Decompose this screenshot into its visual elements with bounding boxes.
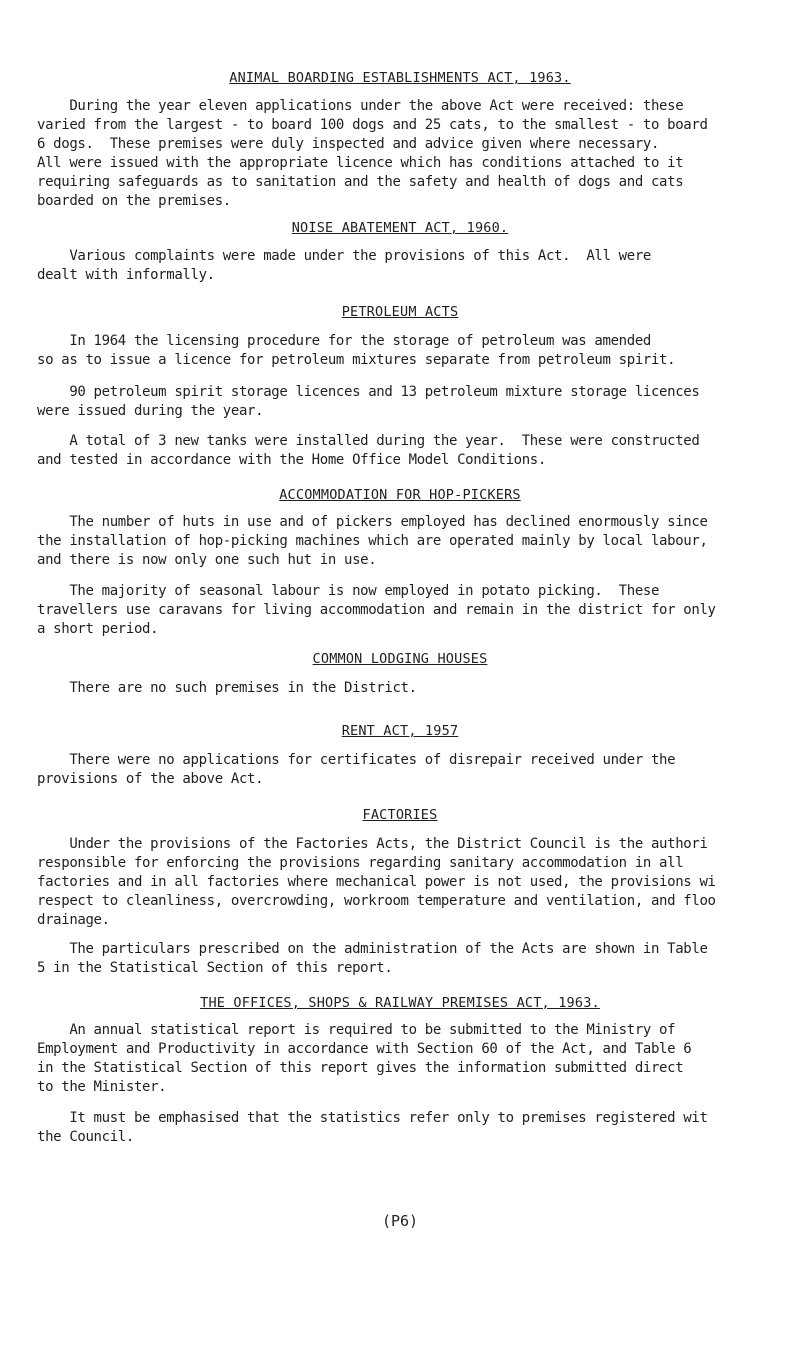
section-heading-petroleum: PETROLEUM ACTS [341,304,459,320]
page-number: (P6) [381,1212,419,1230]
section-heading-hop-pickers: ACCOMMODATION FOR HOP-PICKERS [279,487,521,503]
paragraph-petroleum-3: A total of 3 new tanks were installed during the year. These were constructed and tested in accordance with the Home Office Model Conditions. [37,433,700,468]
paragraph-noise-abatement: Various complaints were made under the provisions of this Act. All were dealt with informally. [37,248,651,283]
paragraph-offices-shops-2: It must be emphasised that the statistics refer only to premises registered wit the Council. [37,1110,708,1145]
paragraph-common-lodging: There are no such premises in the District. [37,680,417,696]
paragraph-petroleum-1: In 1964 the licensing procedure for the storage of petroleum was amended so as to issue a licence for petroleum mixtures separate from petroleum spirit. [37,333,676,368]
paragraph-petroleum-2: 90 petroleum spirit storage licences and 13 petroleum mixture storage licences were issued during the year. [37,384,700,419]
paragraph-factories-2: The particulars prescribed on the administration of the Acts are shown in Table 5 in the Statistical Section of this report. [37,941,708,976]
paragraph-rent-act: There were no applications for certificates of disrepair received under the provisions of the above Act. [37,752,676,787]
paragraph-hop-pickers-2: The majority of seasonal labour is now employed in potato picking. These travellers use caravans for living accommodation and remain in the district for only a short period. [37,583,716,637]
section-heading-rent-act: RENT ACT, 1957 [341,723,459,739]
section-heading-noise-abatement: NOISE ABATEMENT ACT, 1960. [291,220,509,236]
paragraph-hop-pickers-1: The number of huts in use and of pickers employed has declined enormously since the installation of hop-picking machines which are operated mainly by local labour, and there is now only one such hut in use. [37,514,708,568]
section-heading-factories: FACTORIES [362,807,438,823]
paragraph-animal-boarding: During the year eleven applications under the above Act were received: these varied from the largest - to board 100 dogs and 25 cats, to the smallest - to board 6 dogs. These premises were duly inspected and advice given where necessary. All were issued with the appropriate licence which has conditions attached to it requiring safeguards as to sanitation and the safety and health of dogs and cats boarded on the premises. [37,98,708,209]
section-heading-common-lodging: COMMON LODGING HOUSES [312,651,488,667]
section-heading-animal-boarding: ANIMAL BOARDING ESTABLISHMENTS ACT, 1963. [229,70,571,86]
section-heading-offices-shops: THE OFFICES, SHOPS & RAILWAY PREMISES ACT, 1963. [200,995,600,1011]
paragraph-factories-1: Under the provisions of the Factories Acts, the District Council is the authori responsible for enforcing the provisions regarding sanitary accommodation in all factories and in all factories where mechanical power is not used, the provisions wi respect to cleanliness, overcrowding, workroom temperature and ventilation, and floo drainage. [37,836,716,928]
paragraph-offices-shops-1: An annual statistical report is required to be submitted to the Ministry of Employment and Productivity in accordance with Section 60 of the Act, and Table 6 in the Statistical Section of this report gives the information submitted direct to the Minister. [37,1022,692,1095]
